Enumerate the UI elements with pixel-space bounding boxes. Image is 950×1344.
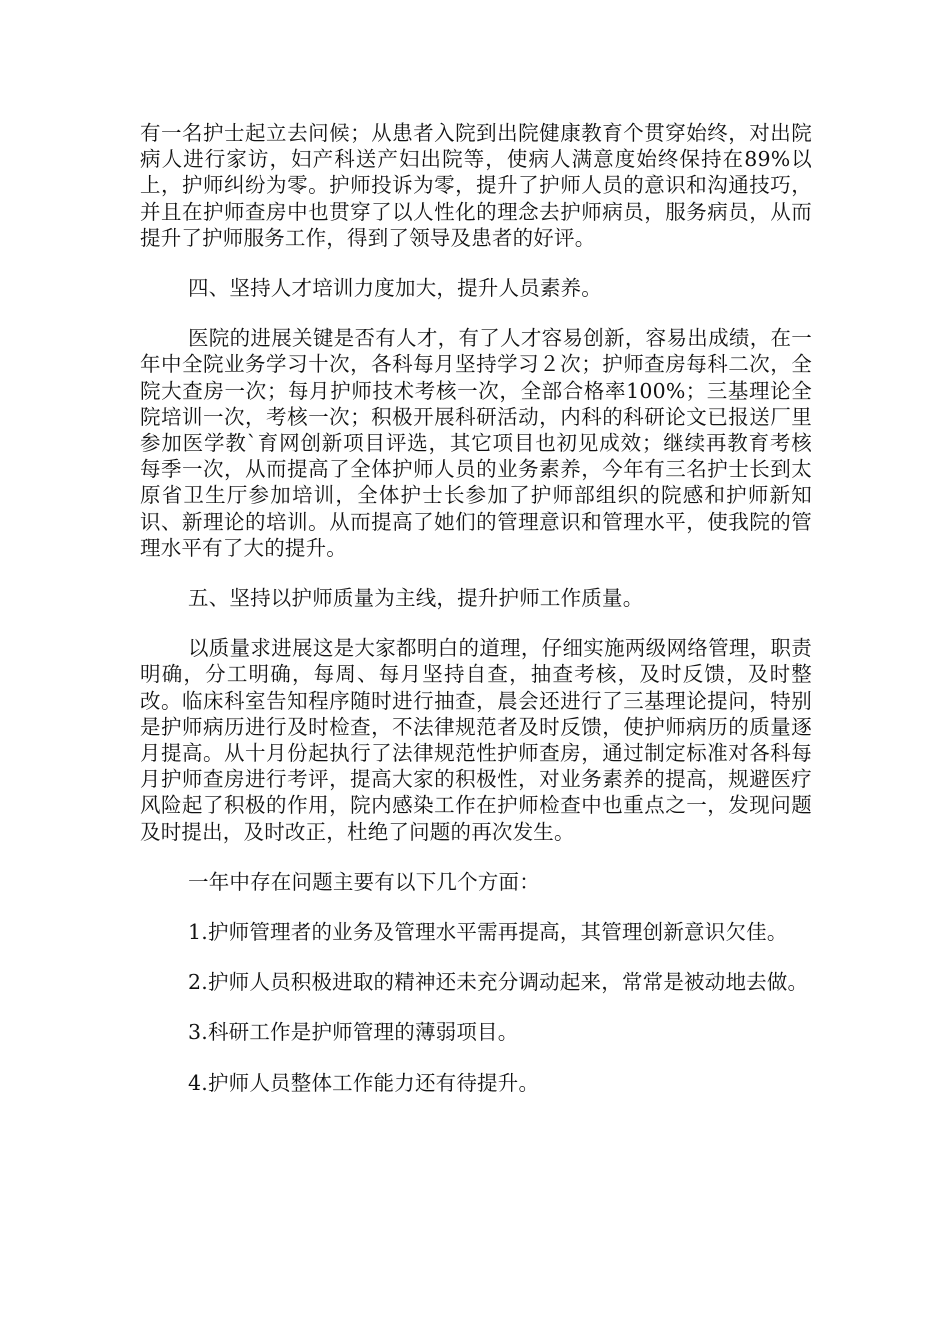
document-page	[140, 120, 812, 1120]
issue-item-3: 3.科研工作是护师管理的薄弱项目。	[188, 1020, 519, 1045]
issue-item-1: 1.护师管理者的业务及管理水平需再提高，其管理创新意识欠佳。	[188, 920, 788, 945]
paragraph-quality-management: 以质量求进展这是大家都明白的道理，仔细实施两级网络管理，职责明确，分工明确，每周、每月坚持自查，抽查考核，及时反馈，及时整改。临床科室告知程序随时进行抽查，晨会还进行了三基理论提问，特别是护师病历进行及时检查，不法律规范者及时反馈，使护师病历的质量逐月提高。从十月份起执行了法律规范性护师查房，通过制定标准对各科每月护师查房进行考评，提高大家的积极性，对业务素养的提高，规避医疗风险起了积极的作用，院内感染工作在护师检查中也重点之一，发现问题及时提出，及时改正，杜绝了问题的再次发生。	[140, 636, 812, 844]
paragraph-patient-service: 有一名护士起立去问候；从患者入院到出院健康教育个贯穿始终，对出院病人进行家访，妇产科送产妇出院等，使病人满意度始终保持在89%以上，护师纠纷为零。护师投诉为零，提升了护师人员的意识和沟通技巧，并且在护师查房中也贯穿了以人性化的理念去护师病员，服务病员，从而提升了护师服务工作，得到了领导及患者的好评。	[140, 121, 812, 250]
paragraph-talent-training: 医院的进展关键是否有人才，有了人才容易创新，容易出成绩，在一年中全院业务学习十次，各科每月坚持学习２次；护师查房每科二次，全院大查房一次；每月护师技术考核一次，全部合格率100%；三基理论全院培训一次，考核一次；积极开展科研活动，内科的科研论文已报送厂里参加医学教`育网创新项目评选，其它项目也初见成效；继续再教育考核每季一次，从而提高了全体护师人员的业务素养，今年有三名护士长到太原省卫生厅参加培训，全体护士长参加了护师部组织的院感和护师新知识、新理论的培训。从而提高了她们的管理意识和管理水平，使我院的管理水平有了大的提升。	[140, 326, 812, 560]
issue-item-4: 4.护师人员整体工作能力还有待提升。	[188, 1070, 540, 1095]
heading-quality-mainline: 五、坚持以护师质量为主线，提升护师工作质量。	[188, 586, 644, 611]
issue-item-2: 2.护师人员积极进取的精神还未充分调动起来，常常是被动地去做。	[188, 970, 809, 995]
paragraph-issues-intro: 一年中存在问题主要有以下几个方面：	[188, 869, 540, 894]
heading-talent-training: 四、坚持人才培训力度加大，提升人员素养。	[188, 276, 602, 301]
